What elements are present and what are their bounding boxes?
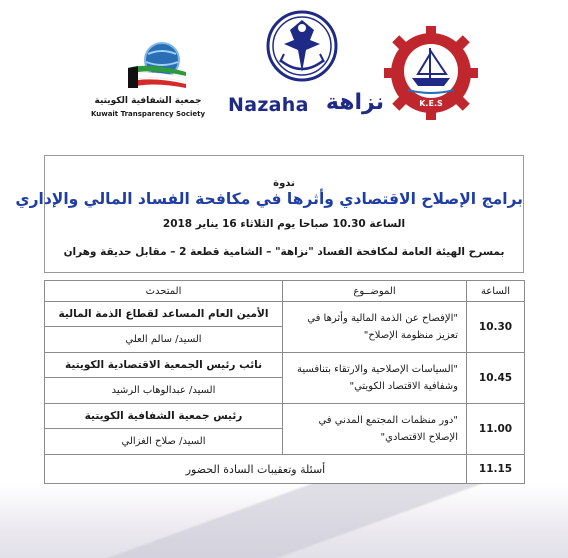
table-row bbox=[45, 404, 525, 455]
closing-text: أسئلة وتعقيبات السادة الحضور bbox=[45, 455, 467, 484]
header-speaker: المتحدث bbox=[45, 281, 283, 302]
row-speaker bbox=[45, 353, 283, 404]
closing-time: 11.15 bbox=[467, 455, 525, 484]
kts-emblem-icon bbox=[128, 38, 188, 90]
speaker-title: رئيس جمعية الشفافية الكويتية bbox=[45, 404, 282, 429]
table-row-closing bbox=[45, 455, 525, 484]
table-row bbox=[45, 302, 525, 353]
row-time: 10.45 bbox=[467, 353, 525, 404]
header-topic: الموضــوع bbox=[283, 281, 467, 302]
event-time: الساعة 10.30 صباحا يوم الثلاثاء 16 يناير 2018 bbox=[162, 218, 406, 230]
logo-header bbox=[0, 0, 568, 135]
kes-label: K.E.S bbox=[419, 99, 443, 108]
schedule-table bbox=[44, 280, 525, 484]
table-row bbox=[45, 353, 525, 404]
speaker-name: السيد/ صلاح الغزالي bbox=[121, 436, 206, 447]
row-topic: "الإفصاح عن الذمة المالية وأثرها في تعزيز منظومة الإصلاح" bbox=[283, 302, 467, 353]
event-venue: بمسرح الهيئة العامة لمكافحة الفساد "نزاهة" – الشامية قطعة 2 – مقابل حديقة وهران bbox=[63, 246, 505, 258]
background-band bbox=[0, 483, 568, 558]
nazaha-english-name: Nazaha bbox=[228, 94, 309, 116]
row-time: 11.00 bbox=[467, 404, 525, 455]
nazaha-falcon-icon bbox=[262, 10, 342, 84]
event-info-box bbox=[15, 155, 524, 273]
event-type-label: ندوة bbox=[273, 178, 295, 189]
row-speaker bbox=[45, 404, 283, 455]
header-time: الساعة bbox=[467, 281, 525, 302]
row-topic: "دور منظمات المجتمع المدني في الإصلاح الاقتصادي" bbox=[283, 404, 467, 455]
nazaha-logo bbox=[222, 10, 388, 120]
table-header-row bbox=[45, 281, 525, 302]
kts-arabic-name: جمعية الشفافية الكويتية bbox=[94, 96, 202, 106]
row-speaker bbox=[45, 302, 283, 353]
kes-logo bbox=[382, 26, 480, 120]
speaker-title: نائب رئيس الجمعية الاقتصادية الكويتية bbox=[45, 353, 282, 378]
speaker-title: الأمين العام المساعد لقطاع الذمة المالية bbox=[45, 302, 282, 327]
row-topic: "السياسات الإصلاحية والارتقاء بتنافسية وشفافية الاقتصاد الكويتي" bbox=[283, 353, 467, 404]
kts-logo bbox=[88, 38, 208, 118]
event-title: برامج الإصلاح الاقتصادي وأثرها في مكافحة الفساد المالي والإداري bbox=[15, 190, 523, 208]
speaker-name: السيد/ سالم العلي bbox=[125, 334, 202, 345]
speaker-name: السيد/ عبدالوهاب الرشيد bbox=[111, 385, 216, 396]
nazaha-arabic-name: نزاهة bbox=[325, 90, 384, 115]
kts-english-name: Kuwait Transparency Society bbox=[90, 110, 206, 118]
row-time: 10.30 bbox=[467, 302, 525, 353]
